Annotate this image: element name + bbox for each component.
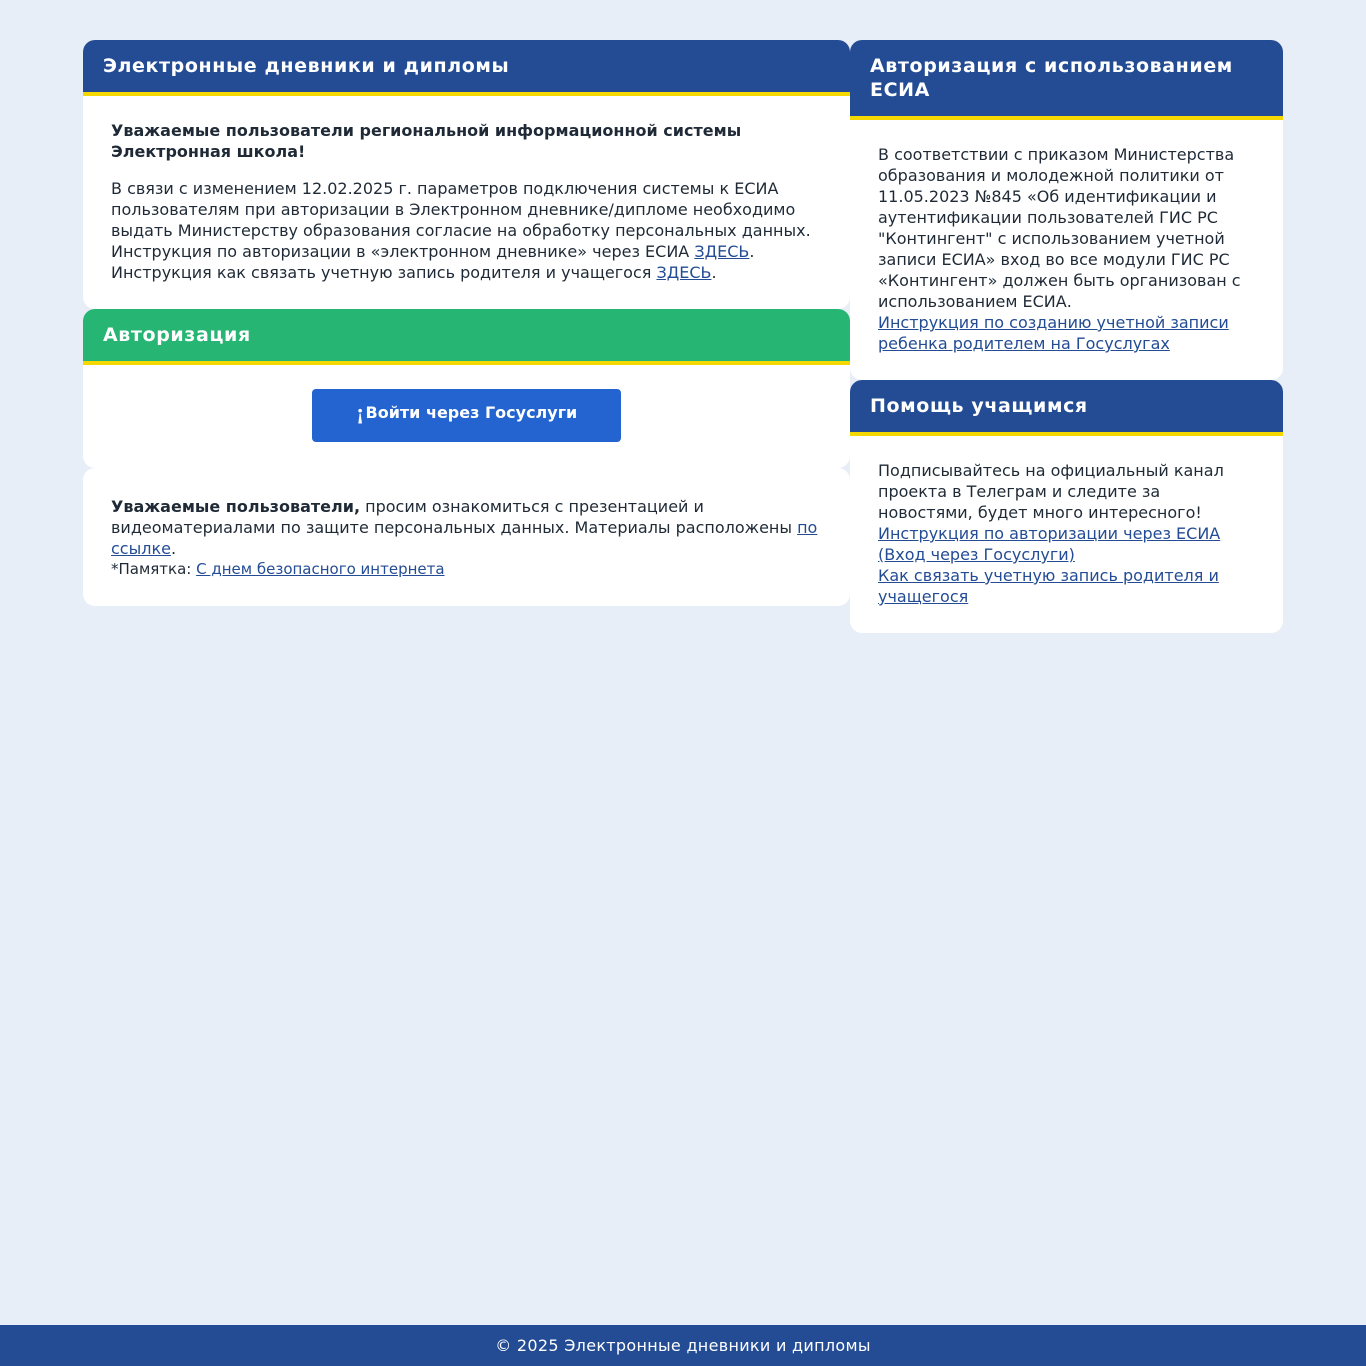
diaries-card xyxy=(83,40,850,309)
esia-card xyxy=(850,40,1283,380)
left-column xyxy=(83,40,850,606)
privacy-notice xyxy=(111,496,822,559)
esia-change-text: В связи с изменением 12.02.2025 г. параметров подключения системы к ЕСИА пользователям при авторизации в Электронном дневнике/дипломе необходимо выдать Министерству образования согласие на обработку персональных данных. Инструкция по авторизации в «электронном дневнике» через ЕСИА xyxy=(111,179,811,261)
period: . xyxy=(749,242,755,261)
esia-order-body: В соответствии с приказом Министерства образования и молодежной политики от 11.05.2023 №845 «Об идентификации и аутентификации пользователей ГИС РС "Контингент" с использованием учетной записи ЕСИА» вход во все модули ГИС РС «Контингент» должен быть организован с использованием ЕСИА. xyxy=(878,145,1241,311)
auth-card-title: Авторизация xyxy=(83,309,850,365)
telegram-text: Подписывайтесь на официальный канал проекта в Телеграм и следите за новостями, будет много интересного! xyxy=(878,461,1224,522)
memo xyxy=(111,559,822,580)
materials-link[interactable]: по ссылке xyxy=(111,518,818,558)
notice-text: просим ознакомиться с презентацией и видеоматериалами по защите персональных данных. Материалы расположены xyxy=(111,497,798,537)
help-text xyxy=(878,460,1255,607)
notice-card xyxy=(83,468,850,606)
esia-auth-instruction-link[interactable]: Инструкция по авторизации через ЕСИА (Вход через Госуслуги) xyxy=(878,524,1221,564)
auth-button-wrap xyxy=(83,365,850,468)
help-card-body xyxy=(850,436,1283,633)
parent-student-link[interactable]: Как связать учетную запись родителя и учащегося xyxy=(878,566,1219,606)
esia-card-body xyxy=(850,120,1283,380)
link-account-instruction-link[interactable]: ЗДЕСЬ xyxy=(656,263,712,282)
gosuslugi-login-button[interactable] xyxy=(312,389,621,442)
period: . xyxy=(711,263,717,282)
diaries-card-body xyxy=(83,96,850,309)
esia-instruction-link[interactable]: ЗДЕСЬ xyxy=(694,242,750,261)
esia-change-notice xyxy=(111,178,822,283)
notice-card-body xyxy=(83,468,850,606)
help-card xyxy=(850,380,1283,633)
right-column xyxy=(850,40,1283,633)
auth-card xyxy=(83,309,850,468)
memo-label: *Памятка: xyxy=(111,560,197,578)
help-card-title: Помощь учащимся xyxy=(850,380,1283,436)
copyright: © 2025 Электронные дневники и дипломы xyxy=(495,1336,871,1355)
link-account-text: Инструкция как связать учетную запись родителя и учащегося xyxy=(111,263,657,282)
gosuslugi-login-label: Войти через Госуслуги xyxy=(365,403,578,422)
safe-internet-link[interactable]: С днем безопасного интернета xyxy=(196,560,445,578)
info-icon: ¡ xyxy=(355,400,365,425)
diaries-card-title: Электронные дневники и дипломы xyxy=(83,40,850,96)
esia-order-text xyxy=(878,144,1255,354)
child-account-instruction-link[interactable]: Инструкция по созданию учетной записи ребенка родителем на Госуслугах xyxy=(878,313,1229,353)
esia-card-title: Авторизация с использованием ЕСИА xyxy=(850,40,1283,120)
footer xyxy=(0,1325,1366,1366)
welcome-heading: Уважаемые пользователи региональной информационной системы Электронная школа! xyxy=(111,121,742,161)
period: . xyxy=(170,539,177,558)
notice-bold: Уважаемые пользователи, xyxy=(111,497,361,516)
